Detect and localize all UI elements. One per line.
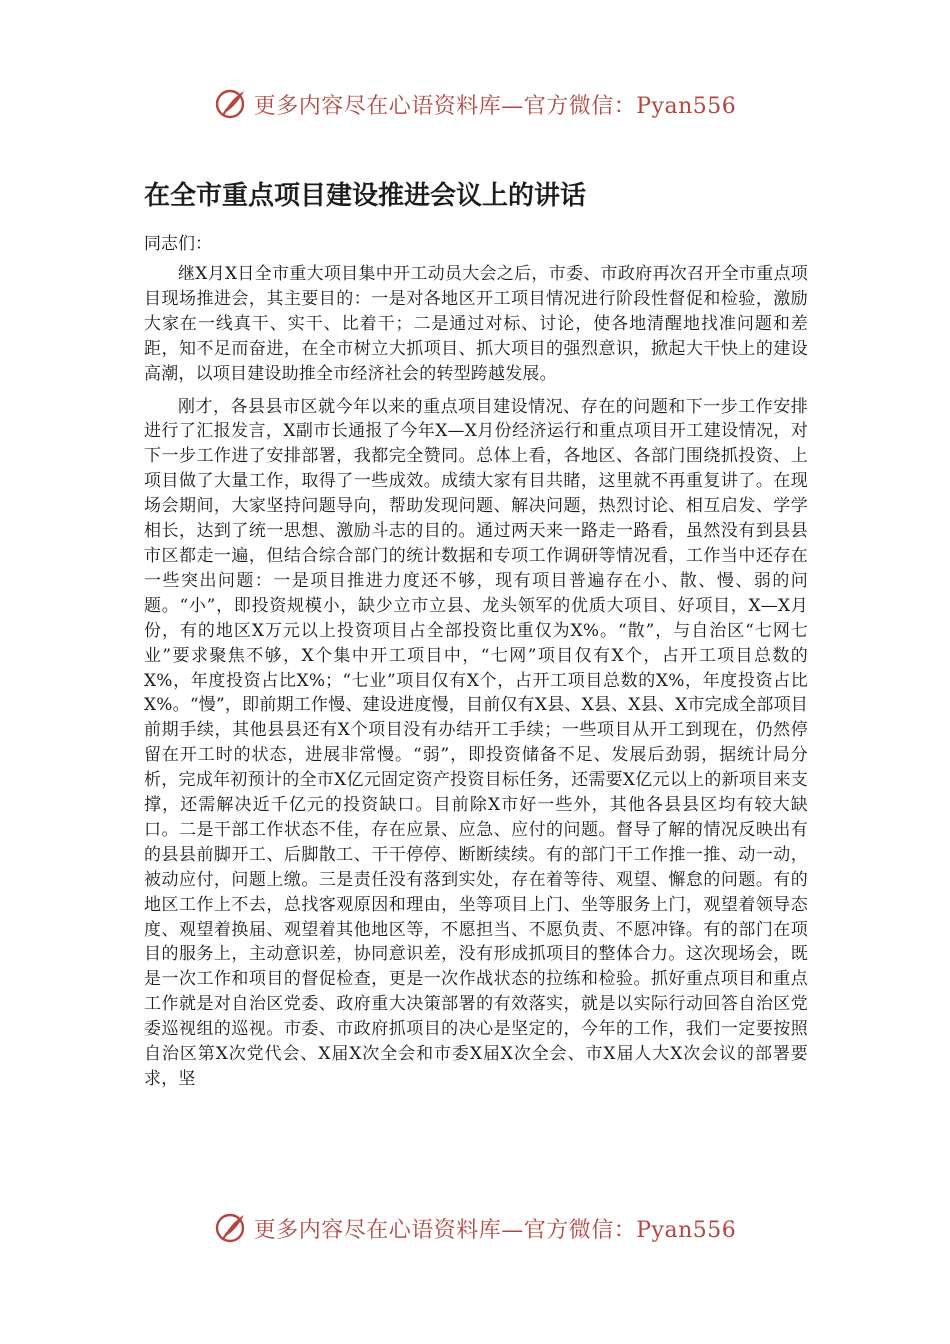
paragraph: 刚才，各县县市区就今年以来的重点项目建设情况、存在的问题和下一步工作安排进行了汇报发言，X副市长通报了今年X—X月份经济运行和重点项目开工建设情况，对下一步工作进了安排部署，我都完全赞同。总体上看，各地区、各部门围绕抓投资、上项目做了大量工作，取得了一些成效。成绩大家有目共睹，这里就不再重复讲了。在现场会期间，大家坚持问题导向，帮助发现问题、解决问题，热烈讨论、相互启发、学学相长，达到了统一思想、激励斗志的目的。通过两天来一路走一路看，虽然没有到县县市区都走一遍，但结合综合部门的统计数据和专项工作调研等情况看，工作当中还存在一些突出问题：一是项目推进力度还不够，现有项目普遍存在小、散、慢、弱的问题。“小”，即投资规模小，缺少立市立县、龙头领军的优质大项目、好项目，X—X月份，有的地区X万元以上投资项目占全部投资比重仅为X%。“散”，与自治区“七网七业”要求聚焦不够，X个集中开工项目中，“七网”项目仅有X个，占开工项目总数的X%，年度投资占比X%；“七业”项目仅有X个，占开工项目总数的X%，年度投资占比X%。“慢”，即前期工作慢、建设进度慢，目前仅有X县、X县、X县、X市完成全部项目前期手续，其他县县还有X个项目没有办结开工手续；一些项目从开工到现在，仍然停留在开工时的状态，进展非常慢。“弱”，即投资储备不足、发展后劲弱，据统计局分析，完成年初预计的全市X亿元固定资产投资目标任务，还需要X亿元以上的新项目来支撑，还需解决近千亿元的投资缺口。目前除X市好一些外，其他各县县区均有较大缺口。二是干部工作状态不佳，存在应景、应急、应付的问题。督导了解的情况反映出有的县县前脚开工、后脚散工、干干停停、断断续续。有的部门干工作推一推、动一动，被动应付，问题上缴。三是责任没有落到实处，存在着等待、观望、懈怠的问题。有的地区工作上不去，总找客观原因和理由，坐等项目上门、坐等服务上门，观望着领导态度、观望着换届、观望着其他地区等，不愿担当、不愿负责、不愿冲锋。有的部门在项目的服务上，主动意识差，协同意识差，没有形成抓项目的整体合力。这次现场会，既是一次工作和项目的督促检查，更是一次作战状态的拉练和检验。抓好重点项目和重点工作就是对自治区党委、政府重大决策部署的有效落实，就是以实际行动回答自治区党委巡视组的巡视。市委、市政府抓项目的决心是坚定的，今年的工作，我们一定要按照自治区第X次党代会、X届X次全会和市委X届X次全会、市X届人大X次会议的部署要求，坚 (144, 396, 808, 1089)
banner-text: 更多内容尽在心语资料库—官方微信：Pyan556 (253, 93, 737, 119)
paragraph: 继X月X日全市重大项目集中开工动员大会之后，市委、市政府再次召开全市重点项目现场推进会，其主要目的：一是对各地区开工项目情况进行阶段性督促和检验，激励大家在一线真干、实干、比着干；二是通过对标、讨论，使各地清醒地找准问题和差距，知不足而奋进，在全市树立大抓项目、抓大项目的强烈意识，掀起大干快上的建设高潮，以项目建设助推全市经济社会的转型跨越发展。 (144, 264, 808, 384)
header-banner (0, 82, 950, 126)
quill-pen-logo-icon (214, 87, 248, 121)
footer-banner (0, 1206, 950, 1250)
document-title: 在全市重点项目建设推进会议上的讲话 (144, 181, 587, 211)
document-body (144, 262, 808, 1100)
quill-pen-logo-icon (214, 1211, 248, 1245)
salutation: 同志们： (144, 234, 212, 254)
banner-text: 更多内容尽在心语资料库—官方微信：Pyan556 (253, 1217, 737, 1243)
